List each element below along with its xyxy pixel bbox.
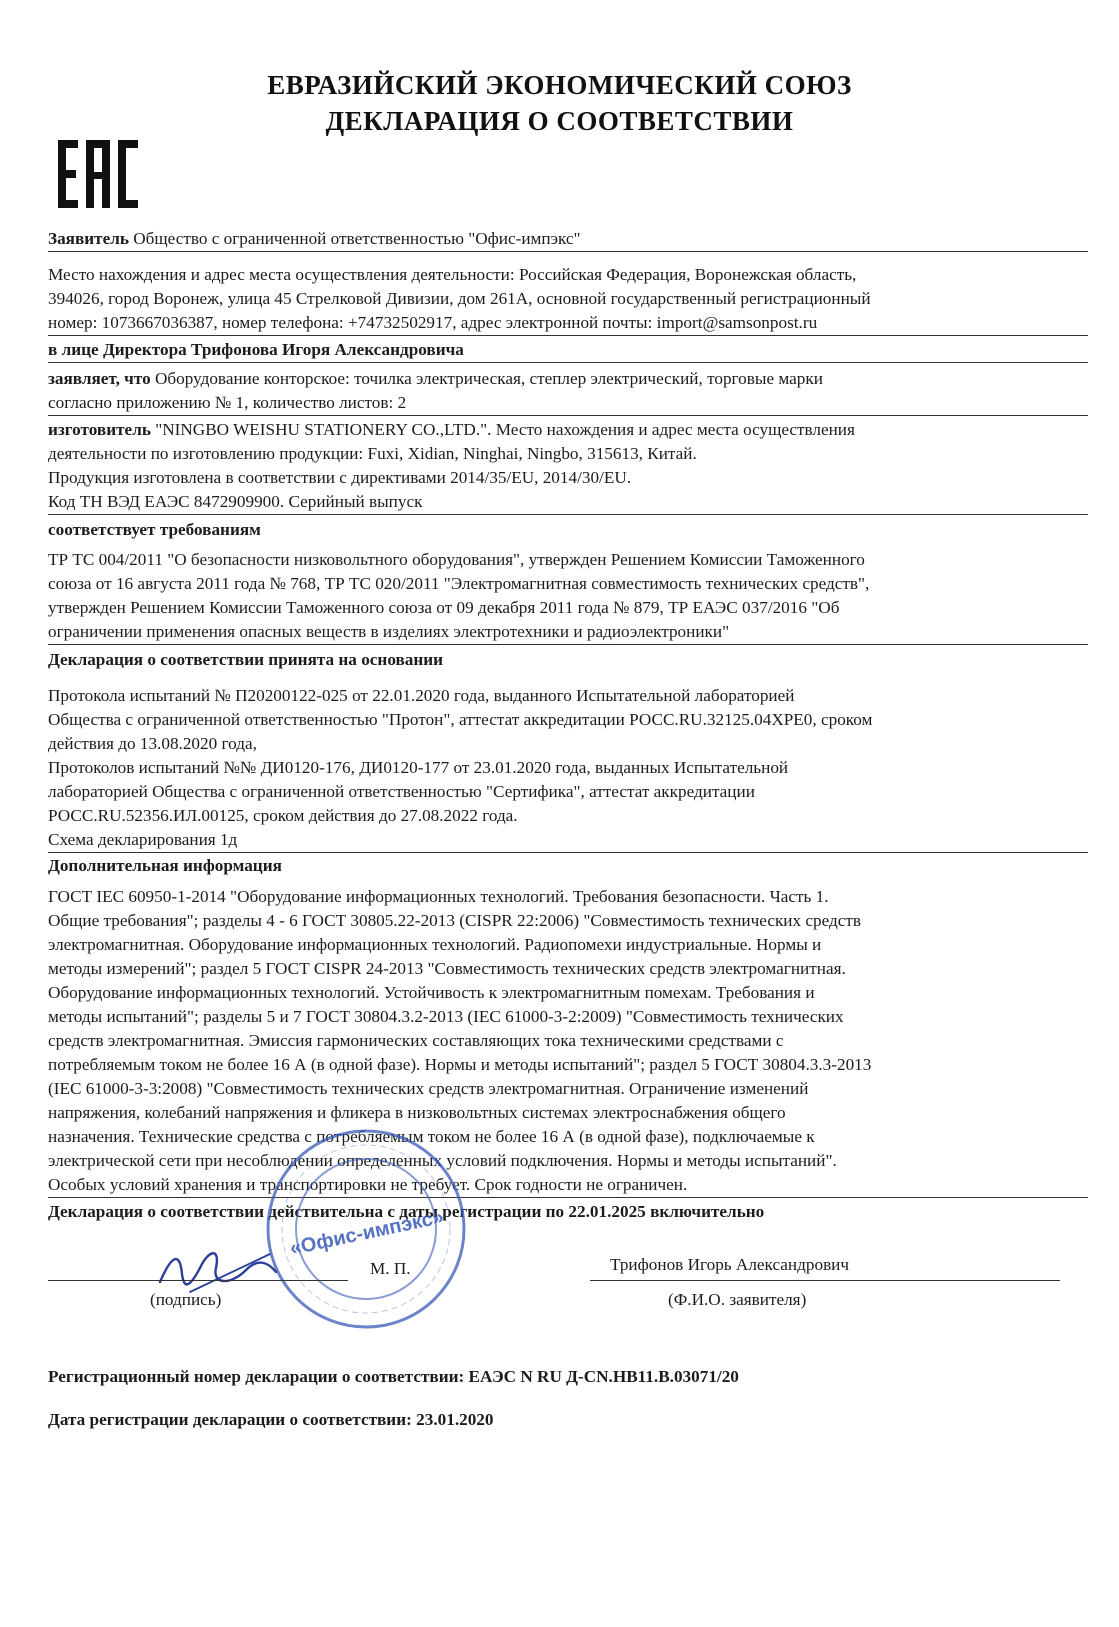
basis-line-3: действия до 13.08.2020 года, [48,734,257,753]
requirements-line-4: ограничении применения опасных веществ в изделиях электротехники и радиоэлектроники" [48,620,1088,645]
basis-header [48,648,1088,672]
registration-number-value: ЕАЭС N RU Д-CN.НВ11.В.03071/20 [468,1367,739,1386]
signature-caption: (подпись) [150,1290,222,1309]
additional-line-7: средств электромагнитная. Эмиссия гармонических составляющих тока техническими средствами с [48,1031,784,1050]
name-line [590,1280,1060,1281]
address-line-2: 394026, город Воронеж, улица 45 Стрелковой Дивизии, дом 261А, основной государственный регистрационный [48,289,871,308]
declares-label: заявляет, что [48,369,151,388]
document-title: ДЕКЛАРАЦИЯ О СООТВЕТСТВИИ [325,106,794,136]
requirements-line-3: утвержден Решением Комиссии Таможенного союза от 09 декабря 2011 года № 879, ТР ЕАЭС 037/2016 "Об [48,598,840,617]
requirements-header [48,518,1088,542]
applicant-label: Заявитель [48,229,129,248]
additional-line-4: методы измерений"; раздел 5 ГОСТ CISPR 24-2013 "Совместимость технических средств электромагнитная. [48,959,846,978]
scheme-line: Схема декларирования 1д [48,828,1088,853]
additional-line-6: методы испытаний"; разделы 5 и 7 ГОСТ 30804.3.2-2013 (IEC 61000-3-2:2009) "Совместимость технических [48,1007,844,1026]
manufacturer-line-2: деятельности по изготовлению продукции: Fuxi, Xidian, Ninghai, Ningbo, 315613, Китай. [48,444,697,463]
union-title: ЕВРАЗИЙСКИЙ ЭКОНОМИЧЕСКИЙ СОЮЗ [267,70,852,100]
registration-number-row [48,1365,1088,1389]
validity-row [48,1200,1088,1224]
additional-line-1: ГОСТ IEC 60950-1-2014 "Оборудование информационных технологий. Требования безопасности. Часть 1. [48,887,829,906]
basis-line-4: Протоколов испытаний №№ ДИ0120-176, ДИ0120-177 от 23.01.2020 года, выданных Испытательной [48,758,789,777]
additional-line-8: потребляемым током не более 16 А (в одной фазе). Нормы и методы испытаний"; раздел 5 ГОСТ 30804.3.3-2013 [48,1055,872,1074]
applicant-name: Трифонов Игорь Александрович [610,1255,850,1274]
additional-header-text: Дополнительная информация [48,856,282,875]
signature-line [48,1280,348,1281]
requirements-line-2: союза от 16 августа 2011 года № 768, ТР ТС 020/2011 "Электромагнитная совместимость технических средств", [48,574,870,593]
additional-header [48,854,1088,878]
additional-line-11: назначения. Технические средства с потребляемым током не более 16 А (в одной фазе), подключаемые к [48,1127,815,1146]
applicant-row [48,227,1088,252]
additional-line-9: (IEC 61000-3-3:2008) "Совместимость технических средств электромагнитная. Ограничение изменений [48,1079,809,1098]
registration-date-value: 23.01.2020 [416,1410,494,1429]
declares-line-2: согласно приложению № 1, количество листов: 2 [48,391,1088,416]
registration-date-label: Дата регистрации декларации о соответствии: [48,1410,412,1429]
manufacturer-line-4: Код ТН ВЭД ЕАЭС 8472909900. Серийный выпуск [48,490,1088,515]
registration-date-row [48,1408,1088,1432]
name-caption: (Ф.И.О. заявителя) [668,1290,807,1309]
requirements-header-text: соответствует требованиям [48,520,261,539]
basis-line-2: Общества с ограниченной ответственностью "Протон", аттестат аккредитации РОСС.RU.32125.04ХРЕ0, сроком [48,710,873,729]
basis-line-5: лабораторией Общества с ограниченной ответственностью "Сертифика", аттестат аккредитации [48,782,755,801]
requirements-line-1: ТР ТС 004/2011 "О безопасности низковольтного оборудования", утвержден Решением Комиссии Таможенного [48,550,865,569]
basis-header-text: Декларация о соответствии принята на основании [48,650,444,669]
manufacturer-label: изготовитель [48,420,151,439]
representative-text: в лице Директора Трифонова Игоря Александровича [48,340,464,359]
representative-row [48,338,1088,363]
manufacturer-line-1 [48,418,1088,442]
declares-product: Оборудование конторское: точилка электрическая, степлер электрический, торговые марки [154,369,823,388]
stamp-text: «Офис-импэкс» [288,1205,446,1260]
declares-line-1 [48,367,1088,391]
manufacturer-line-3: Продукция изготовлена в соответствии с директивами 2014/35/EU, 2014/30/EU. [48,468,632,487]
basis-line-1: Протокола испытаний № П20200122-025 от 22.01.2020 года, выданного Испытательной лабораторией [48,686,795,705]
eac-mark-icon [58,140,140,208]
mp-label: М. П. [370,1259,411,1278]
additional-line-12: электрической сети при несоблюдении определенных условий подключения. Нормы и методы испытаний". [48,1151,837,1170]
additional-line-2: Общие требования"; разделы 4 - 6 ГОСТ 30805.22-2013 (CISPR 22:2006) "Совместимость технических средств [48,911,862,930]
additional-line-5: Оборудование информационных технологий. Устойчивость к электромагнитным помехам. Требования и [48,983,815,1002]
address-line-3: номер: 1073667036387, номер телефона: +74732502917, адрес электронной почты: import@samsonpost.ru [48,311,1088,336]
address-line-1: Место нахождения и адрес места осуществления деятельности: Российская Федерация, Воронежская область, [48,265,857,284]
additional-line-3: электромагнитная. Оборудование информационных технологий. Радиопомехи индустриальные. Нормы и [48,935,822,954]
eac-logo [58,140,140,208]
validity-text: Декларация о соответствии действительна с даты регистрации по 22.01.2025 включительно [48,1202,765,1221]
additional-line-10: напряжения, колебаний напряжения и фликера в низковольтных системах электроснабжения общего [48,1103,786,1122]
applicant-value: Общество с ограниченной ответственностью "Офис-импэкс" [133,229,581,248]
registration-number-label: Регистрационный номер декларации о соответствии: [48,1367,465,1386]
manufacturer-name: "NINGBO WEISHU STATIONERY CO.,LTD.". Место нахождения и адрес места осуществления [155,420,855,439]
basis-line-6: РОСС.RU.52356.ИЛ.00125, сроком действия до 27.08.2022 года. [48,806,518,825]
additional-line-13: Особых условий хранения и транспортировки не требует. Срок годности не ограничен. [48,1173,1088,1198]
